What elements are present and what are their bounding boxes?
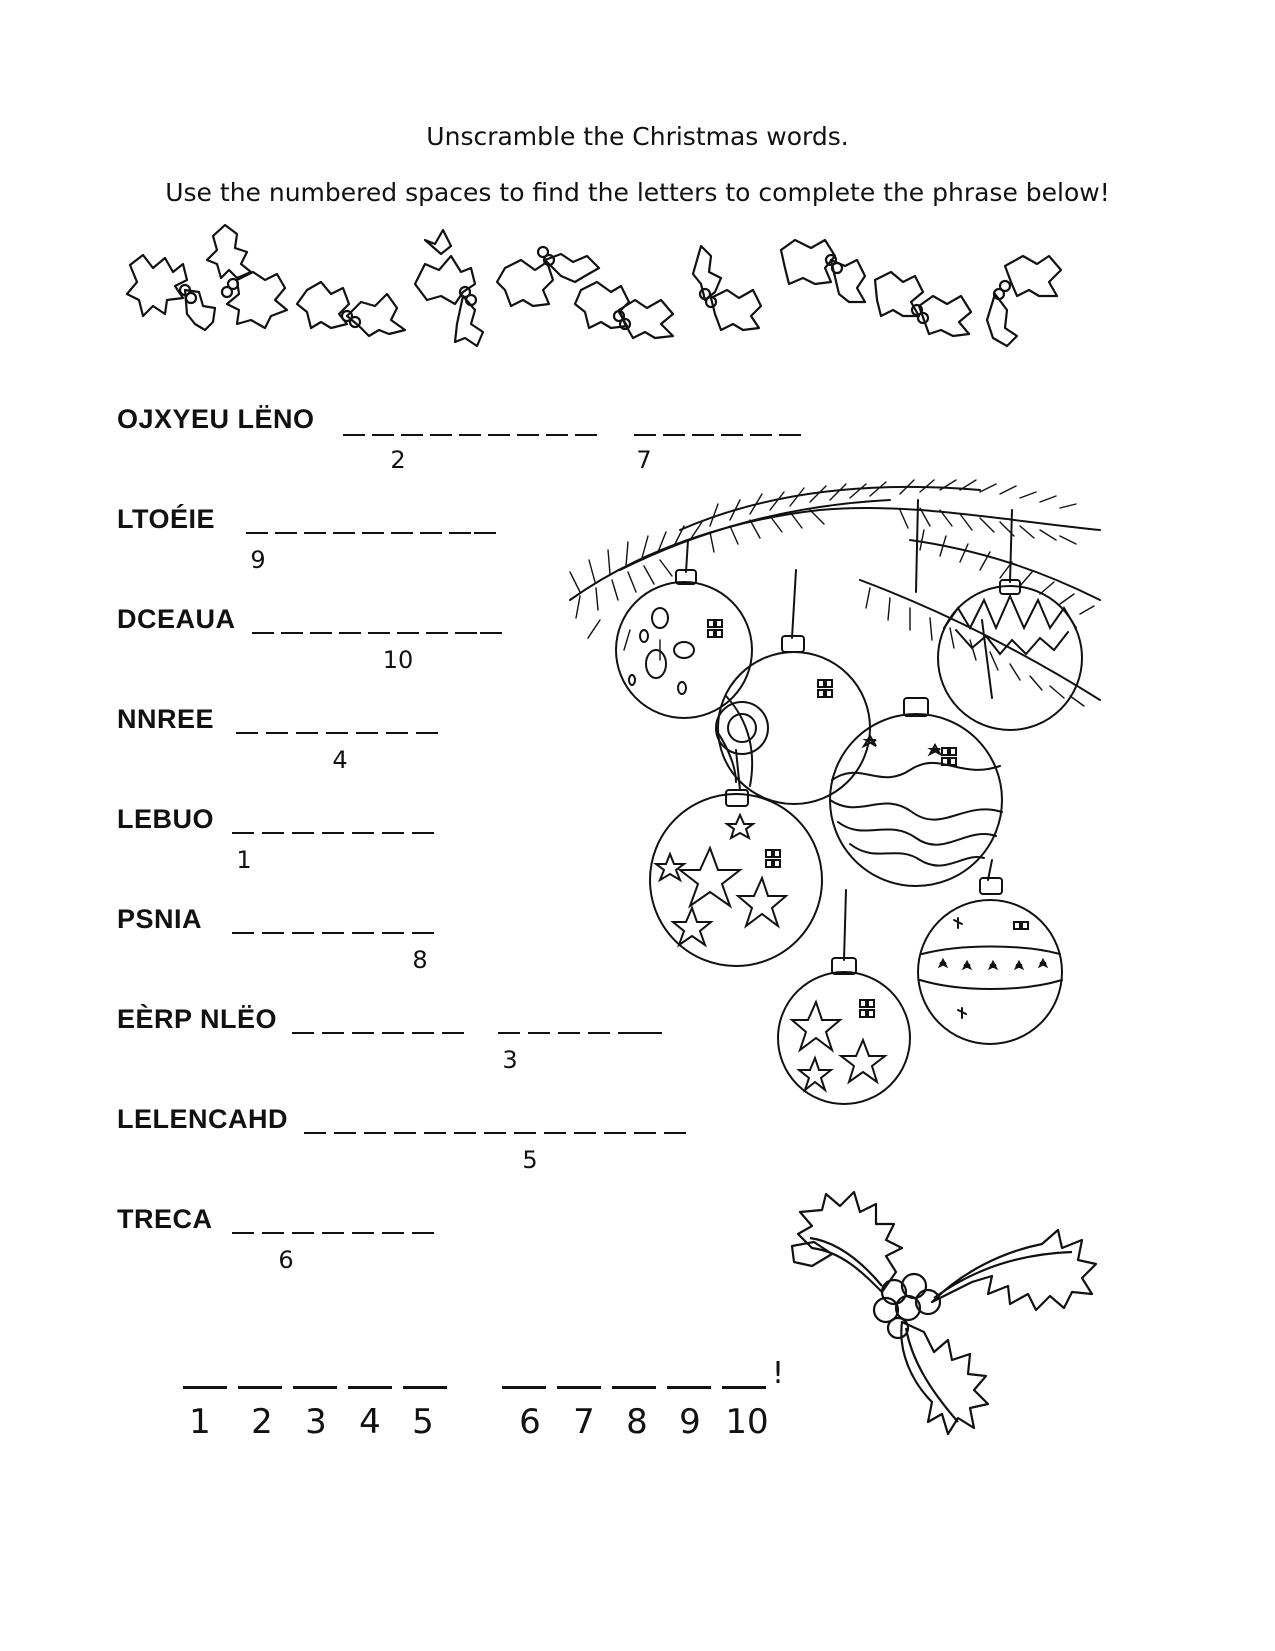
scrambled-word: NNREE bbox=[117, 704, 215, 734]
scrambled-word: DCEAUA bbox=[117, 604, 236, 634]
letter-number: 6 bbox=[278, 1246, 294, 1274]
phrase-exclamation: ! bbox=[772, 1356, 785, 1391]
scrambled-word: LTOÉIE bbox=[117, 504, 216, 534]
instruction-subtitle: Use the numbered spaces to find the letters to complete the phrase below! bbox=[165, 178, 1110, 207]
letter-number: 5 bbox=[522, 1146, 538, 1174]
answer-blanks[interactable] bbox=[232, 1232, 438, 1236]
christmas-ornaments-icon bbox=[560, 460, 1105, 1140]
answer-blanks[interactable] bbox=[232, 932, 438, 936]
phrase-number: 3 bbox=[305, 1402, 327, 1442]
answer-blanks[interactable] bbox=[246, 532, 496, 536]
answer-blanks[interactable] bbox=[343, 434, 803, 438]
answer-blanks[interactable] bbox=[252, 632, 502, 636]
letter-number: 2 bbox=[390, 446, 406, 474]
scrambled-word: EÈRP NLËO bbox=[117, 1004, 278, 1034]
phrase-number: 2 bbox=[251, 1402, 273, 1442]
phrase-number: 1 bbox=[189, 1402, 211, 1442]
letter-number: 7 bbox=[636, 446, 652, 474]
phrase-number: 8 bbox=[626, 1402, 648, 1442]
holly-sprig-icon bbox=[782, 1182, 1102, 1452]
phrase-number: 5 bbox=[412, 1402, 434, 1442]
letter-number: 10 bbox=[382, 646, 414, 674]
holly-garland-icon bbox=[125, 220, 1125, 360]
answer-blanks[interactable] bbox=[236, 732, 442, 736]
phrase-number: 4 bbox=[359, 1402, 381, 1442]
letter-number: 4 bbox=[332, 746, 348, 774]
phrase-number: 6 bbox=[519, 1402, 541, 1442]
scrambled-word: LELENCAHD bbox=[117, 1104, 288, 1134]
scrambled-word: OJXYEU LËNO bbox=[117, 404, 315, 434]
answer-blanks[interactable] bbox=[232, 832, 438, 836]
scrambled-word: PSNIA bbox=[117, 904, 203, 934]
letter-number: 3 bbox=[502, 1046, 518, 1074]
scrambled-word: LEBUO bbox=[117, 804, 214, 834]
letter-number: 9 bbox=[250, 546, 266, 574]
phrase-number: 10 bbox=[725, 1402, 769, 1442]
scrambled-word: TRECA bbox=[117, 1204, 213, 1234]
phrase-number: 7 bbox=[573, 1402, 595, 1442]
instruction-title: Unscramble the Christmas words. bbox=[426, 122, 849, 151]
phrase-number: 9 bbox=[679, 1402, 701, 1442]
letter-number: 8 bbox=[412, 946, 428, 974]
letter-number: 1 bbox=[236, 846, 252, 874]
